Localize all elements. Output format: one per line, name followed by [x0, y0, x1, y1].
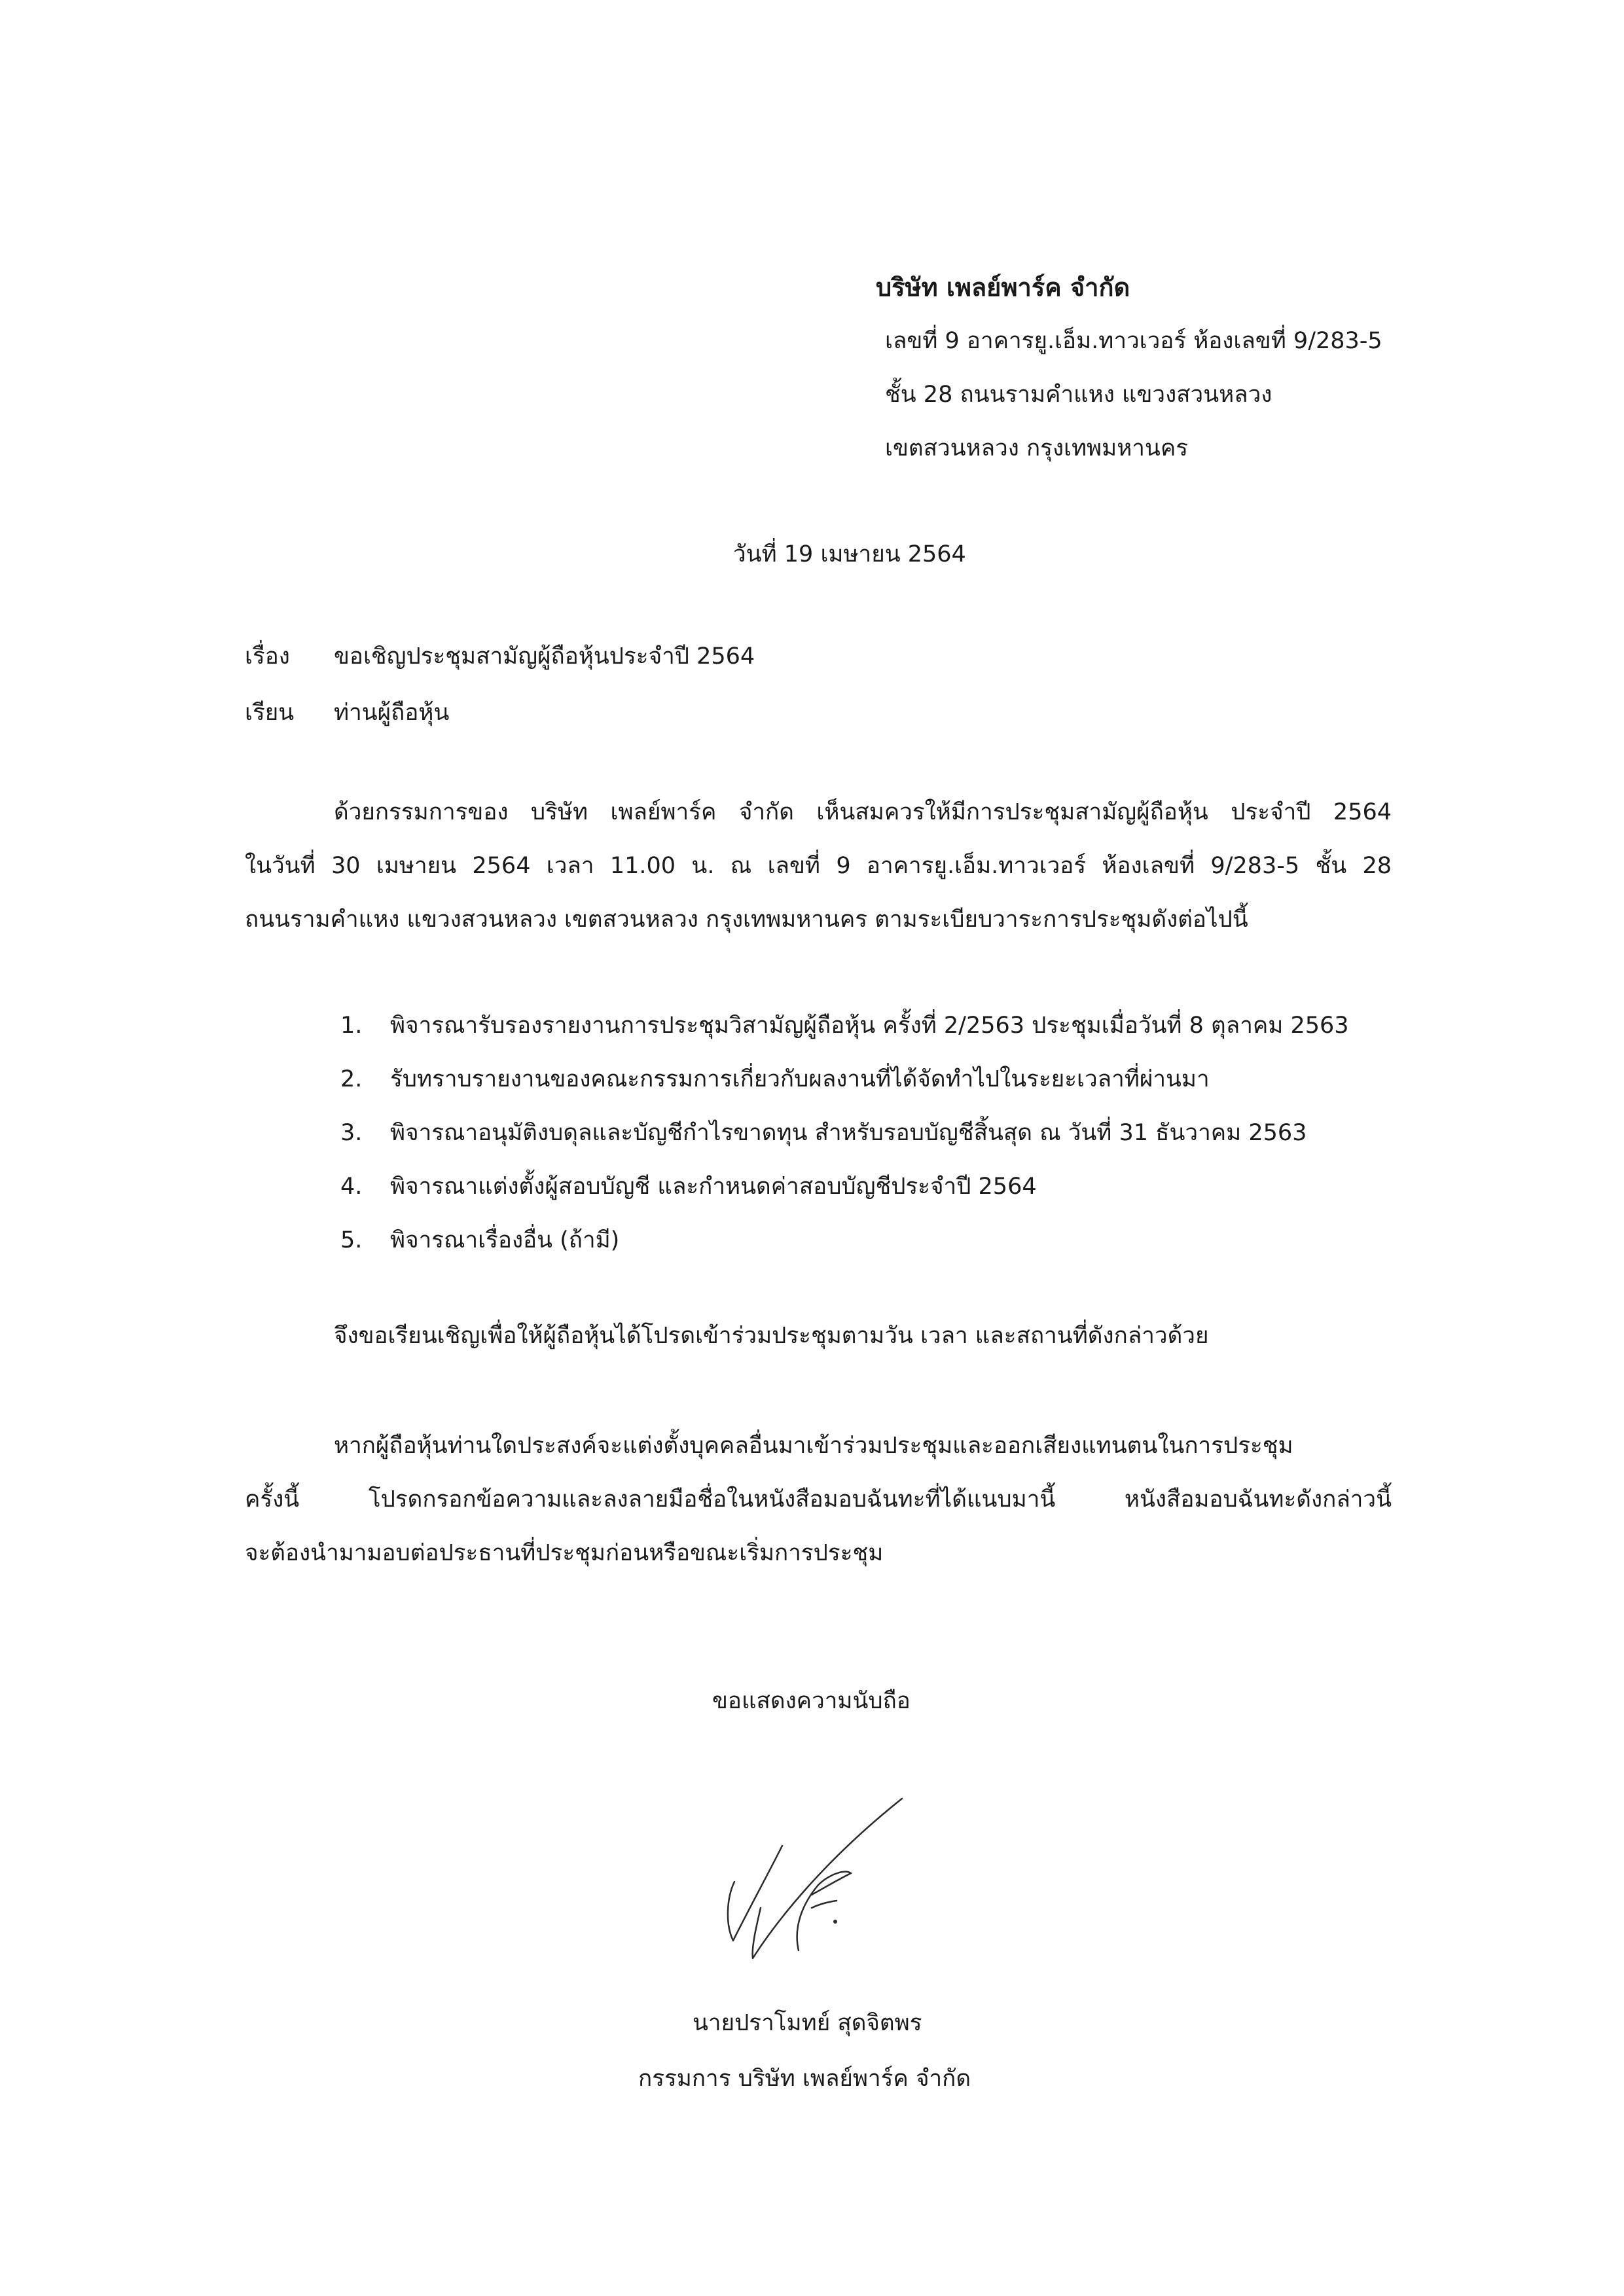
invitation-text: จึงขอเรียนเชิญเพื่อให้ผู้ถือหุ้นได้โปรดเข้าร่วมประชุมตามวัน เวลา และสถานที่ดังกล่าวด้วย [334, 1323, 1209, 1349]
intro-paragraph [245, 785, 1392, 946]
agenda-item [340, 1213, 1349, 1267]
proxy-paragraph [245, 1419, 1392, 1580]
agenda-text: พิจารณารับรองรายงานการประชุมวิสามัญผู้ถือหุ้น ครั้งที่ 2/2563 ประชุมเมื่อวันที่ 8 ตุลาคม 2563 [390, 1013, 1349, 1039]
signer-name: นายปราโมทย์ สุดจิตพร [693, 2010, 922, 2036]
subject-row [245, 637, 755, 675]
intro-line: ในวันที่ 30 เมษายน 2564 เวลา 11.00 น. ณ เลขที่ 9 อาคารยู.เอ็ม.ทาวเวอร์ ห้องเลขที่ 9/283-5 ชั้น 28 [245, 853, 1392, 879]
agenda-number: 2. [340, 1066, 363, 1092]
agenda-item [340, 1106, 1349, 1160]
subject-label: เรื่อง [245, 643, 290, 670]
proxy-line: หากผู้ถือหุ้นท่านใดประสงค์จะแต่งตั้งบุคคลอื่นมาเข้าร่วมประชุมและออกเสียงแทนตนในการประชุม [334, 1433, 1293, 1459]
agenda-item [340, 1160, 1349, 1213]
letter-date: วันที่ 19 เมษายน 2564 [733, 541, 966, 567]
intro-line: ถนนรามคำแหง แขวงสวนหลวง เขตสวนหลวง กรุงเทพมหานคร ตามระเบียบวาระการประชุมดังต่อไปนี้ [245, 906, 1248, 933]
proxy-line: จะต้องนำมามอบต่อประธานที่ประชุมก่อนหรือขณะเริ่มการประชุม [245, 1540, 884, 1566]
agenda-list [340, 999, 1349, 1267]
signature-icon [720, 1793, 916, 1964]
agenda-number: 3. [340, 1120, 363, 1146]
address-line-1: เลขที่ 9 อาคารยู.เอ็ม.ทาวเวอร์ ห้องเลขที่ 9/283-5 [885, 328, 1382, 354]
recipient-text: ท่านผู้ถือหุ้น [334, 700, 450, 726]
agenda-text: พิจารณาแต่งตั้งผู้สอบบัญชี และกำหนดค่าสอบบัญชีประจำปี 2564 [390, 1174, 1037, 1200]
agenda-item [340, 999, 1349, 1052]
agenda-number: 4. [340, 1174, 363, 1200]
agenda-item [340, 1052, 1349, 1106]
letterhead [876, 268, 1465, 467]
proxy-line: ครั้งนี้ โปรดกรอกข้อความและลงลายมือชื่อในหนังสือมอบฉันทะที่ได้แนบมานี้ หนังสือมอบฉันทะดังกล่าวนี้ [245, 1486, 1392, 1513]
recipient-row [245, 694, 449, 732]
agenda-text: พิจารณาอนุมัติงบดุลและบัญชีกำไรขาดทุน สำหรับรอบบัญชีสิ้นสุด ณ วันที่ 31 ธันวาคม 2563 [390, 1120, 1307, 1146]
intro-line: ด้วยกรรมการของ บริษัท เพลย์พาร์ค จำกัด เห็นสมควรให้มีการประชุมสามัญผู้ถือหุ้น ประจำปี 2564 [334, 799, 1392, 825]
subject-text: ขอเชิญประชุมสามัญผู้ถือหุ้นประจำปี 2564 [334, 643, 755, 670]
address-line-3: เขตสวนหลวง กรุงเทพมหานคร [885, 435, 1189, 461]
agenda-text: พิจารณาเรื่องอื่น (ถ้ามี) [390, 1227, 620, 1253]
closing-text: ขอแสดงความนับถือ [712, 1688, 911, 1714]
company-name: บริษัท เพลย์พาร์ค จำกัด [876, 273, 1130, 302]
recipient-label: เรียน [245, 700, 295, 726]
agenda-number: 5. [340, 1227, 363, 1253]
address-line-2: ชั้น 28 ถนนรามคำแหง แขวงสวนหลวง [885, 382, 1272, 408]
agenda-text: รับทราบรายงานของคณะกรรมการเกี่ยวกับผลงานที่ได้จัดทำไปในระยะเวลาที่ผ่านมา [390, 1066, 1210, 1092]
agenda-number: 1. [340, 1013, 363, 1039]
signer-title: กรรมการ บริษัท เพลย์พาร์ค จำกัด [638, 2066, 971, 2092]
